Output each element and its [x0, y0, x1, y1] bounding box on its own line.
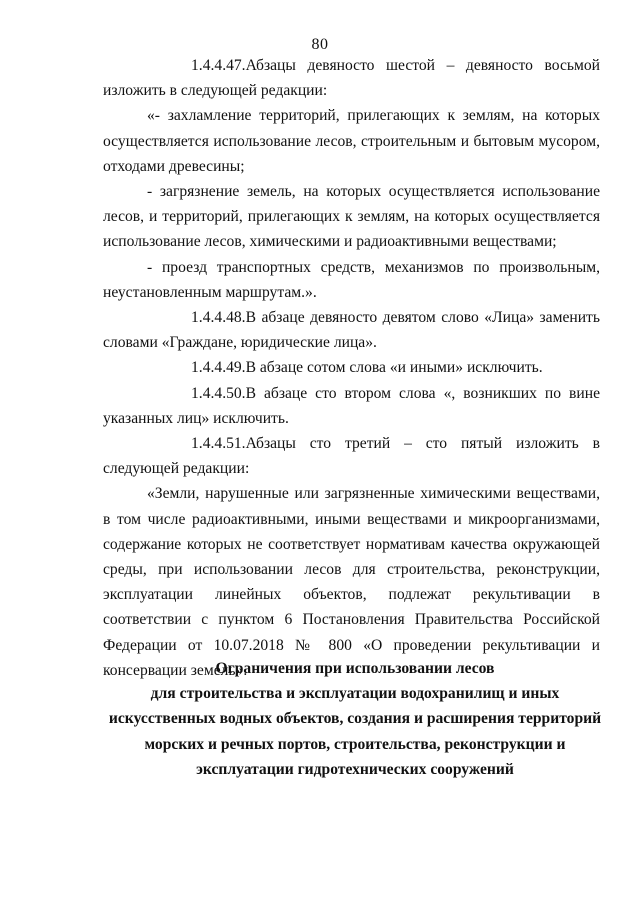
paragraph-text: В абзаце девяносто девятом слово «Лица» заменить словами «Граждане, юридические лица». — [103, 309, 600, 352]
paragraph-quote-littering — [103, 103, 600, 179]
paragraph-text: Абзацы сто третий – сто пятый изложить в следующей редакции: — [103, 435, 600, 478]
clause-number: 1.4.4.51. — [191, 435, 246, 453]
paragraph-1-4-4-48 — [103, 305, 600, 355]
clause-number: 1.4.4.49. — [191, 359, 246, 377]
paragraph-text: - загрязнение земель, на которых осуществляется использование лесов, и территорий, прилегающих к землям, на которых осуществляется использование лесов, химическими и радиоактивными веществами; — [103, 183, 600, 251]
paragraph-text: Абзацы девяносто шестой – девяносто восьмой изложить в следующей редакции: — [103, 57, 600, 100]
document-body — [103, 53, 600, 683]
heading-line: Ограничения при использовании лесов — [215, 660, 495, 677]
paragraph-quote-pollution — [103, 179, 600, 255]
clause-number: 1.4.4.50. — [191, 384, 246, 402]
paragraph-text: - проезд транспортных средств, механизмов по произвольным, неустановленным маршрутам.». — [103, 258, 600, 301]
clause-number: 1.4.4.48. — [191, 309, 246, 327]
paragraph-1-4-4-47 — [103, 53, 600, 103]
heading-line: для строительства и эксплуатации водохранилищ и иных — [150, 685, 560, 703]
paragraph-text: «- захламление территорий, прилегающих к землям, на которых осуществляется использование лесов, строительным и бытовым мусором, отходами древесины; — [103, 107, 600, 175]
clause-number: 1.4.4.47. — [191, 57, 246, 74]
paragraph-quote-vehicles — [103, 255, 600, 305]
paragraph-1-4-4-51 — [103, 431, 600, 481]
page-number: 80 — [311, 36, 329, 53]
paragraph-quote-recultivation — [103, 481, 600, 683]
paragraph-1-4-4-50 — [103, 381, 600, 431]
paragraph-text: В абзаце сто втором слова «, возникших по вине указанных лиц» исключить. — [103, 384, 600, 427]
paragraph-1-4-4-49 — [103, 355, 600, 380]
heading-line: морских и речных портов, строительства, реконструкции и — [144, 735, 566, 753]
heading-line: искусственных водных объектов, создания и расширения территорий — [108, 710, 602, 728]
paragraph-text: В абзаце сотом слова «и иными» исключить. — [245, 359, 543, 377]
paragraph-text: «Земли, нарушенные или загрязненные химическими веществами, в том числе радиоактивными, иными веществами и микроорганизмами, содержание которых не соответствует нормативам качества окружающей среды, при использовании лесов для строительства, реконструкции, эксплуатации линейных объектов, подлежат рекультивации в соответствии с пунктом 6 Постановления Правительства Российской Федерации от 10.07.2018 № 800 «О проведении рекультивации и консервации земель». — [103, 485, 600, 679]
section-heading — [60, 656, 640, 782]
heading-line: эксплуатации гидротехнических сооружений — [196, 760, 514, 778]
